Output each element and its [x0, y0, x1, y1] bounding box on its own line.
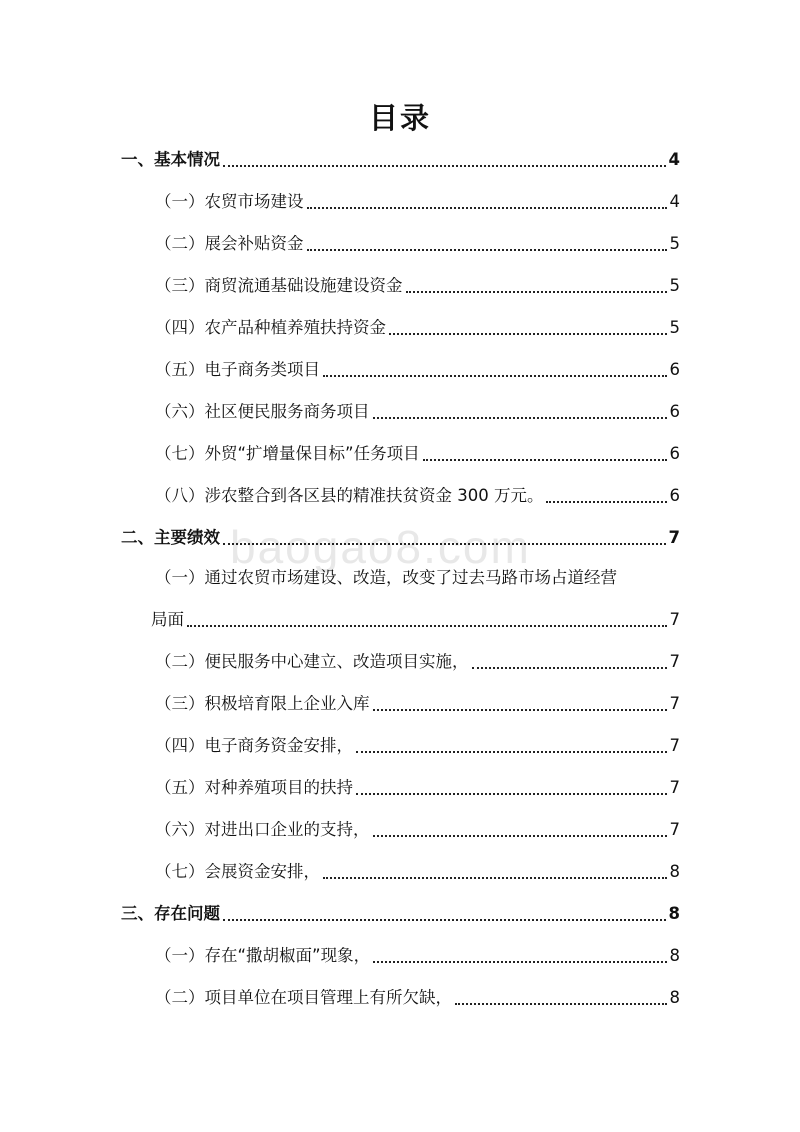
toc-entry-breeding-support[interactable] — [155, 777, 680, 799]
toc-page-number: 8 — [669, 988, 680, 1007]
toc-entry-label: 一、基本情况 — [121, 150, 220, 169]
toc-entry-label: （三）积极培育限上企业入库 — [155, 694, 370, 713]
dot-leader — [373, 417, 667, 419]
toc-entry-label: （二）便民服务中心建立、改造项目实施， — [155, 652, 469, 671]
toc-page-number: 7 — [669, 694, 680, 713]
dot-leader — [389, 333, 667, 335]
dot-leader — [423, 459, 667, 461]
toc-entry-import-export-support[interactable] — [155, 819, 680, 841]
toc-page-number: 7 — [669, 652, 680, 671]
dot-leader — [187, 625, 667, 627]
toc-entry-trade-infrastructure[interactable] — [155, 275, 680, 297]
toc-entry-label: （七）会展资金安排， — [155, 862, 320, 881]
toc-entry-label: （四）农产品种植养殖扶持资金 — [155, 318, 386, 337]
dot-leader — [356, 751, 667, 753]
watermark: baogao8.com — [230, 521, 531, 573]
toc-entry-label: （三）商贸流通基础设施建设资金 — [155, 276, 403, 295]
dot-leader — [323, 375, 667, 377]
toc-page-number: 8 — [669, 862, 680, 881]
dot-leader — [472, 667, 667, 669]
toc-entry-exhibition-subsidy[interactable] — [155, 233, 680, 255]
toc-entry-ecommerce-projects[interactable] — [155, 359, 680, 381]
toc-entry-label: （二）项目单位在项目管理上有所欠缺， — [155, 988, 452, 1007]
toc-page-number: 7 — [669, 778, 680, 797]
dot-leader — [373, 709, 667, 711]
toc-page-number: 6 — [669, 486, 680, 505]
toc-page-number: 6 — [669, 444, 680, 463]
dot-leader — [307, 207, 667, 209]
dot-leader — [223, 165, 666, 167]
toc-entry-label-line1: （一）通过农贸市场建设、改造，改变了过去马路市场占道经营 — [155, 568, 617, 587]
toc-entry-label: （八）涉农整合到各区县的精准扶贫资金 300 万元。 — [155, 486, 544, 505]
toc-entry-existing-problems[interactable] — [121, 903, 680, 925]
dot-leader — [356, 793, 667, 795]
page-title: 目录 — [368, 101, 431, 135]
toc-entry-foreign-trade[interactable] — [155, 443, 680, 465]
dot-leader — [406, 291, 667, 293]
toc-entry-basic-situation[interactable] — [121, 149, 680, 171]
dot-leader — [373, 835, 667, 837]
dot-leader — [373, 961, 666, 963]
toc-entry-market-renovation[interactable] — [151, 609, 680, 631]
toc-entry-ecommerce-funds[interactable] — [155, 735, 680, 757]
toc-page-number: 5 — [669, 276, 680, 295]
dot-leader — [223, 919, 666, 921]
toc-page-number: 7 — [669, 610, 680, 629]
toc-page-number: 4 — [668, 150, 680, 169]
toc-entry-service-center[interactable] — [155, 651, 680, 673]
toc-page-number: 6 — [669, 360, 680, 379]
dot-leader — [223, 543, 666, 545]
toc-entry-community-services[interactable] — [155, 401, 680, 423]
toc-entry-label: 二、主要绩效 — [121, 528, 220, 547]
toc-page-number: 8 — [669, 946, 680, 965]
toc-entry-label: （五）对种养殖项目的扶持 — [155, 778, 353, 797]
toc-page-number: 8 — [668, 904, 680, 923]
toc-entry-enterprise-cultivation[interactable] — [155, 693, 680, 715]
toc-entry-label: （六）对进出口企业的支持， — [155, 820, 370, 839]
dot-leader — [323, 877, 667, 879]
toc-entry-project-management[interactable] — [155, 987, 680, 1009]
toc-entry-label: （四）电子商务资金安排， — [155, 736, 353, 755]
toc-page-number: 4 — [669, 192, 680, 211]
toc-page-number: 6 — [669, 402, 680, 421]
dot-leader — [455, 1003, 667, 1005]
toc-entry-main-performance[interactable] — [121, 527, 680, 549]
toc-entry-label: （六）社区便民服务商务项目 — [155, 402, 370, 421]
toc-entry-poverty-funds[interactable] — [155, 485, 680, 507]
toc-entry-agri-support[interactable] — [155, 317, 680, 339]
toc-entry-label: （五）电子商务类项目 — [155, 360, 320, 379]
toc-entry-exhibition-funds[interactable] — [155, 861, 680, 883]
toc-page-number: 7 — [668, 528, 680, 547]
toc-page-number: 5 — [669, 318, 680, 337]
toc-entry-label-line2: 局面 — [151, 610, 184, 629]
toc-page-number: 5 — [669, 234, 680, 253]
toc-entry-scattered-funding[interactable] — [155, 945, 680, 967]
toc-entry-label: （二）展会补贴资金 — [155, 234, 304, 253]
toc-entry-label: （一）存在“撒胡椒面”现象， — [155, 946, 371, 965]
toc-entry-label: （七）外贸“扩增量保目标”任务项目 — [155, 444, 420, 463]
toc-page-number: 7 — [669, 820, 680, 839]
toc-entry-label: 三、存在问题 — [121, 904, 220, 923]
dot-leader — [307, 249, 667, 251]
toc-entry-label: （一）农贸市场建设 — [155, 192, 304, 211]
toc-page-number: 7 — [669, 736, 680, 755]
toc-entry-market-construction[interactable] — [155, 191, 680, 213]
dot-leader — [546, 501, 666, 503]
